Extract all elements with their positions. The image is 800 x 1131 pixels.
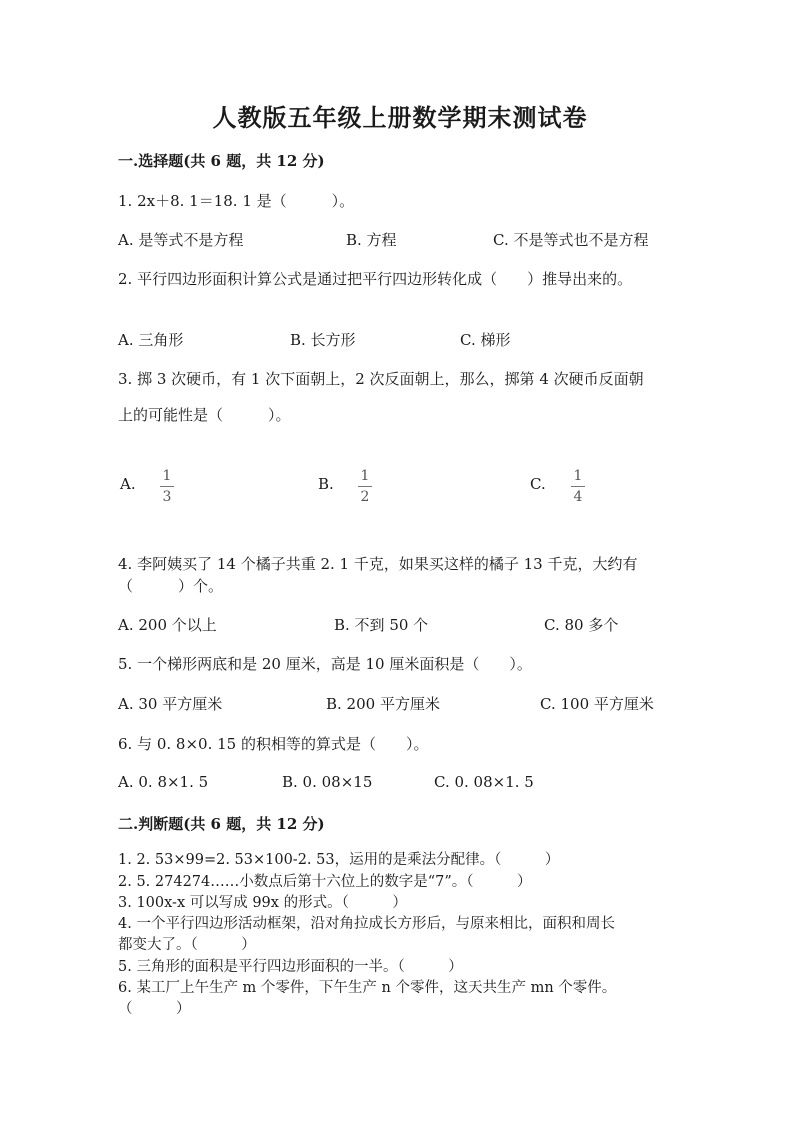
question-3-line-1: 3. 掷 3 次硬币，有 1 次下面朝上，2 次反面朝上，那么，掷第 4 次硬币反面朝 bbox=[118, 370, 644, 388]
q4-option-b: B. 不到 50 个 bbox=[334, 616, 429, 634]
section-heading-choice: 一.选择题(共 6 题，共 12 分) bbox=[118, 152, 325, 170]
judgement-item-6-line-2: （ ） bbox=[118, 1001, 191, 1017]
q4-option-c: C. 80 多个 bbox=[544, 616, 619, 634]
q6-option-b: B. 0. 08×15 bbox=[282, 773, 373, 791]
judgement-item-6-line-1: 6. 某工厂上午生产 m 个零件，下午生产 n 个零件，这天共生产 mn 个零件。 bbox=[118, 980, 617, 996]
q1-option-c: C. 不是等式也不是方程 bbox=[493, 231, 649, 249]
fraction-bar bbox=[358, 486, 372, 487]
q4-option-a: A. 200 个以上 bbox=[118, 616, 217, 634]
q3-option-b: B. bbox=[318, 475, 334, 493]
q2-option-c: C. 梯形 bbox=[460, 331, 511, 349]
judgement-item-2: 2. 5. 274274……小数点后第十六位上的数字是“7”。（ ） bbox=[118, 874, 532, 890]
q2-option-b: B. 长方形 bbox=[290, 331, 356, 349]
q3-option-c: C. bbox=[530, 475, 546, 493]
q3-fraction-b-numerator: 1 bbox=[360, 468, 370, 484]
judgement-item-4-line-2: 都变大了。（ ） bbox=[118, 937, 256, 953]
q5-option-a: A. 30 平方厘米 bbox=[118, 695, 223, 713]
judgement-item-5: 5. 三角形的面积是平行四边形面积的一半。（ ） bbox=[118, 959, 463, 975]
q2-option-a: A. 三角形 bbox=[118, 331, 184, 349]
q3-option-a: A. bbox=[120, 475, 136, 493]
q3-fraction-a bbox=[160, 468, 174, 505]
q6-option-c: C. 0. 08×1. 5 bbox=[434, 773, 534, 791]
judgement-item-1: 1. 2. 53×99=2. 53×100-2. 53，运用的是乘法分配律。（ ） bbox=[118, 852, 560, 868]
judgement-item-3: 3. 100x-x 可以写成 99x 的形式。（ ） bbox=[118, 895, 407, 911]
q5-option-c: C. 100 平方厘米 bbox=[540, 695, 654, 713]
judgement-item-4-line-1: 4. 一个平行四边形活动框架，沿对角拉成长方形后，与原来相比，面积和周长 bbox=[118, 916, 615, 932]
question-1: 1. 2x＋8. 1＝18. 1 是（ ）。 bbox=[118, 192, 355, 210]
section-heading-judgement: 二.判断题(共 6 题，共 12 分) bbox=[118, 815, 325, 833]
question-3-line-2: 上的可能性是（ ）。 bbox=[118, 406, 291, 424]
page-title: 人教版五年级上册数学期末测试卷 bbox=[212, 103, 588, 132]
question-5: 5. 一个梯形两底和是 20 厘米，高是 10 厘米面积是（ ）。 bbox=[118, 655, 532, 673]
q6-option-a: A. 0. 8×1. 5 bbox=[118, 773, 209, 791]
q3-fraction-c bbox=[571, 468, 585, 505]
fraction-bar bbox=[571, 486, 585, 487]
q3-fraction-b-denominator: 2 bbox=[360, 489, 370, 505]
question-4-line-1: 4. 李阿姨买了 14 个橘子共重 2. 1 千克，如果买这样的橘子 13 千克，大约有 bbox=[118, 555, 638, 573]
q3-fraction-c-numerator: 1 bbox=[573, 468, 583, 484]
q1-option-a: A. 是等式不是方程 bbox=[118, 231, 244, 249]
q3-fraction-c-denominator: 4 bbox=[573, 489, 583, 505]
question-4-line-2: （ ）个。 bbox=[118, 577, 224, 595]
question-2: 2. 平行四边形面积计算公式是通过把平行四边形转化成（ ）推导出来的。 bbox=[118, 270, 633, 288]
q5-option-b: B. 200 平方厘米 bbox=[326, 695, 440, 713]
q3-fraction-a-numerator: 1 bbox=[162, 468, 172, 484]
q3-fraction-b bbox=[358, 468, 372, 505]
question-6: 6. 与 0. 8×0. 15 的积相等的算式是（ ）。 bbox=[118, 735, 429, 753]
q3-fraction-a-denominator: 3 bbox=[162, 489, 172, 505]
q1-option-b: B. 方程 bbox=[346, 231, 397, 249]
fraction-bar bbox=[160, 486, 174, 487]
